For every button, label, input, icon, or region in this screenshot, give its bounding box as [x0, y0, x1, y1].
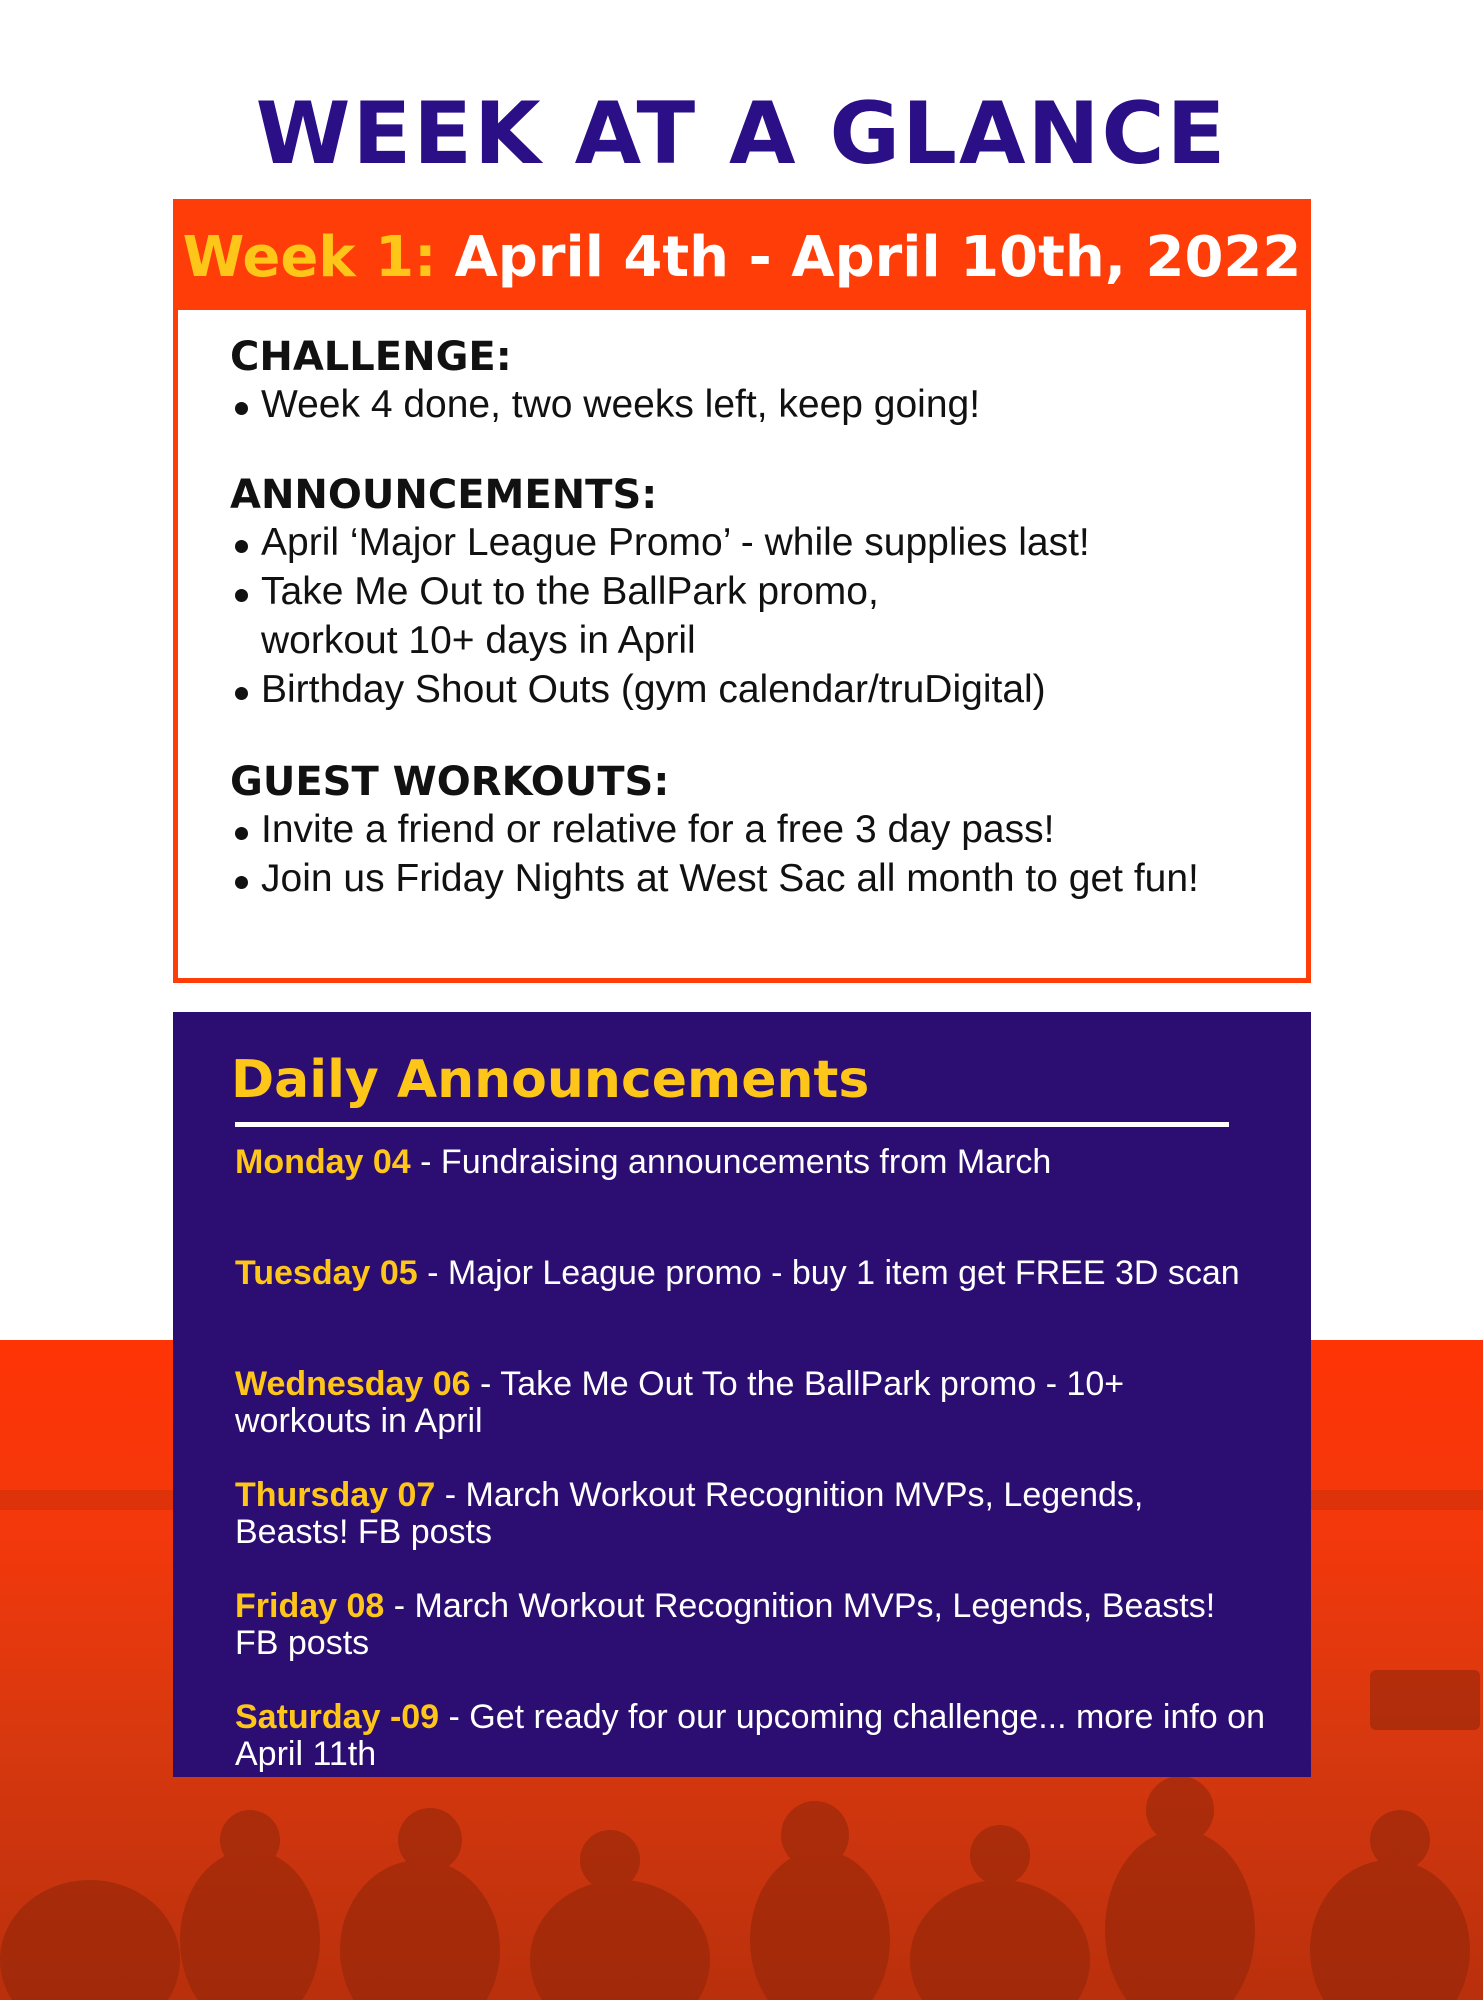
day-text: - Get ready for our upcoming challenge... more info on April 11th [235, 1698, 1265, 1773]
day-text: - March Workout Recognition MVPs, Legends, Beasts! FB posts [235, 1587, 1216, 1662]
day-label: Saturday -09 [235, 1698, 440, 1736]
list-item: April ‘Major League Promo’ - while supplies last! [230, 518, 1270, 567]
guest-workouts-heading: GUEST WORKOUTS: [230, 759, 670, 805]
day-label: Friday 08 [235, 1587, 385, 1625]
daily-announcements-panel [173, 1012, 1311, 1777]
week-summary-card [173, 199, 1311, 983]
announcements-section [230, 472, 1270, 714]
day-text: - Major League promo - buy 1 item get FREE 3D scan [417, 1254, 1240, 1292]
guest-workouts-list [230, 805, 1270, 903]
day-text: - Take Me Out To the BallPark promo - 10+ workouts in April [235, 1365, 1125, 1440]
list-item: Week 4 done, two weeks left, keep going! [230, 380, 1270, 429]
list-item: Join us Friday Nights at West Sac all month to get fun! [230, 854, 1201, 903]
divider [235, 1122, 1229, 1127]
challenge-section [230, 334, 1270, 429]
week-header [178, 204, 1306, 310]
list-item: Birthday Shout Outs (gym calendar/truDigital) [230, 665, 1270, 714]
week-label: Week 1: [182, 224, 437, 290]
week-dates: April 4th - April 10th, 2022 [454, 224, 1302, 290]
daily-item-saturday [235, 1699, 1265, 1810]
day-label: Monday 04 [235, 1143, 411, 1181]
day-label: Thursday 07 [235, 1476, 436, 1514]
daily-item-monday [235, 1144, 1265, 1255]
daily-announcements-title: Daily Announcements [231, 1050, 870, 1110]
announcements-list [230, 518, 1270, 714]
day-label: Wednesday 06 [235, 1365, 471, 1403]
day-text: - Fundraising announcements from March [410, 1143, 1052, 1181]
daily-list [235, 1144, 1265, 1810]
page-title: WEEK AT A GLANCE [255, 84, 1228, 184]
daily-item-wednesday [235, 1366, 1265, 1477]
daily-item-tuesday [235, 1255, 1265, 1366]
day-text: - March Workout Recognition MVPs, Legends, Beasts! FB posts [235, 1476, 1144, 1551]
daily-item-thursday [235, 1477, 1265, 1588]
challenge-heading: CHALLENGE: [230, 334, 512, 380]
announcements-heading: ANNOUNCEMENTS: [230, 472, 658, 518]
challenge-list [230, 380, 1270, 429]
day-label: Tuesday 05 [235, 1254, 418, 1292]
list-item: Invite a friend or relative for a free 3 day pass! [230, 805, 1270, 854]
daily-item-friday [235, 1588, 1265, 1699]
list-item: Take Me Out to the BallPark promo, workout 10+ days in April [230, 567, 1021, 665]
guest-workouts-section [230, 759, 1270, 903]
